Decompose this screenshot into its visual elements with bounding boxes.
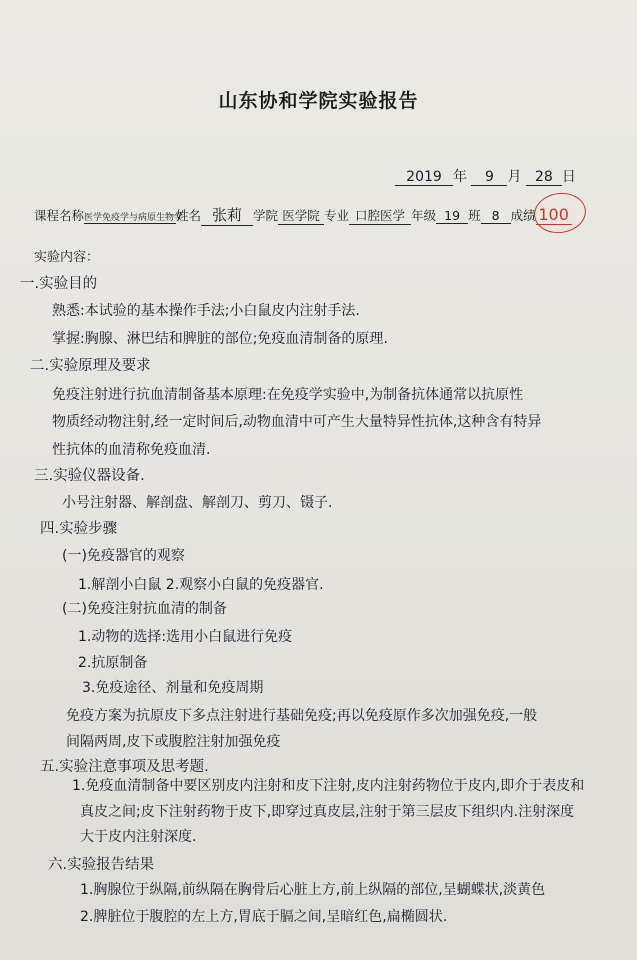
score-label: 成绩 (510, 208, 536, 223)
body-line: 间隔两周,皮下或腹腔注射加强免疫 (66, 734, 281, 750)
body-line: 四.实验步骤 (40, 521, 118, 537)
grade-value: 19 (436, 208, 468, 224)
body-line: (二)免疫注射抗血清的制备 (62, 601, 227, 617)
date-day-unit: 日 (561, 169, 576, 185)
body-line: 免疫注射进行抗血清制备基本原理:在免疫学实验中,为制备抗体通常以抗原性 (52, 387, 524, 403)
body-line: 1.动物的选择:选用小白鼠进行免疫 (78, 629, 293, 645)
date-year-unit: 年 (453, 169, 467, 185)
body-line: 大于皮内注射深度. (80, 829, 197, 845)
date-year: 2019 (395, 169, 453, 186)
class-label: 班 (468, 208, 481, 223)
body-line: (一)免疫器官的观察 (62, 548, 185, 564)
major-label: 专业 (324, 208, 350, 223)
body-line: 1.免疫血清制备中要区别皮内注射和皮下注射,皮内注射药物位于皮内,即介于表皮和 (72, 778, 585, 794)
name-label: 姓名 (176, 208, 202, 223)
score-circle (531, 190, 588, 237)
body-line: 1.胸腺位于纵隔,前纵隔在胸骨后心脏上方,前上纵隔的部位,呈蝴蝶状,淡黄色 (80, 882, 546, 898)
report-date (395, 166, 576, 186)
body-line: 物质经动物注射,经一定时间后,动物血清中可产生大量特异性抗体,这种含有特异 (52, 414, 542, 430)
date-day: 28 (526, 169, 562, 186)
college-value: 医学院 (278, 206, 324, 225)
grade-label: 年级 (411, 208, 437, 223)
name-value: 张莉 (201, 204, 253, 226)
body-line: 2.脾脏位于腹腔的左上方,胃底于膈之间,呈暗红色,扁椭圆状. (80, 909, 448, 925)
info-row (34, 204, 572, 226)
body-line: 五.实验注意事项及思考题. (40, 759, 209, 775)
college-label: 学院 (253, 208, 279, 223)
class-value: 8 (481, 208, 511, 224)
body-line: 真皮之间;皮下注射药物于皮下,即穿过真皮层,注射于第三层皮下组织内.注射深度 (80, 804, 575, 820)
body-line: 3.免疫途径、剂量和免疫周期 (82, 680, 264, 696)
body-line: 性抗体的血清称免疫血清. (52, 442, 211, 458)
date-month-unit: 月 (507, 169, 522, 185)
body-line: 小号注射器、解剖盘、解剖刀、剪刀、镊子. (62, 495, 333, 511)
body-line: 六.实验报告结果 (48, 857, 155, 873)
course-value: 医学免疫学与病原生物学 (84, 210, 176, 224)
score-value: 100 (536, 205, 572, 225)
body-line: 二.实验原理及要求 (30, 358, 151, 374)
body-line: 免疫方案为抗原皮下多点注射进行基础免疫;再以免疫原作多次加强免疫,一般 (66, 708, 538, 724)
date-month: 9 (471, 169, 507, 186)
body-line: 一.实验目的 (20, 276, 98, 292)
body-line: 熟悉:本试验的基本操作手法;小白鼠皮内注射手法. (52, 303, 360, 319)
major-value: 口腔医学 (349, 206, 411, 225)
content-label: 实验内容： (34, 250, 100, 265)
body-line: 2.抗原制备 (78, 655, 148, 671)
course-label: 课程名称 (34, 208, 85, 223)
body-line: 1.解剖小白鼠 2.观察小白鼠的免疫器官. (78, 577, 324, 593)
body-line: 掌握:胸腺、淋巴结和脾脏的部位;免疫血清制备的原理. (52, 331, 388, 347)
report-title: 山东协和学院实验报告 (218, 90, 419, 112)
body-line: 三.实验仪器设备. (34, 468, 145, 484)
